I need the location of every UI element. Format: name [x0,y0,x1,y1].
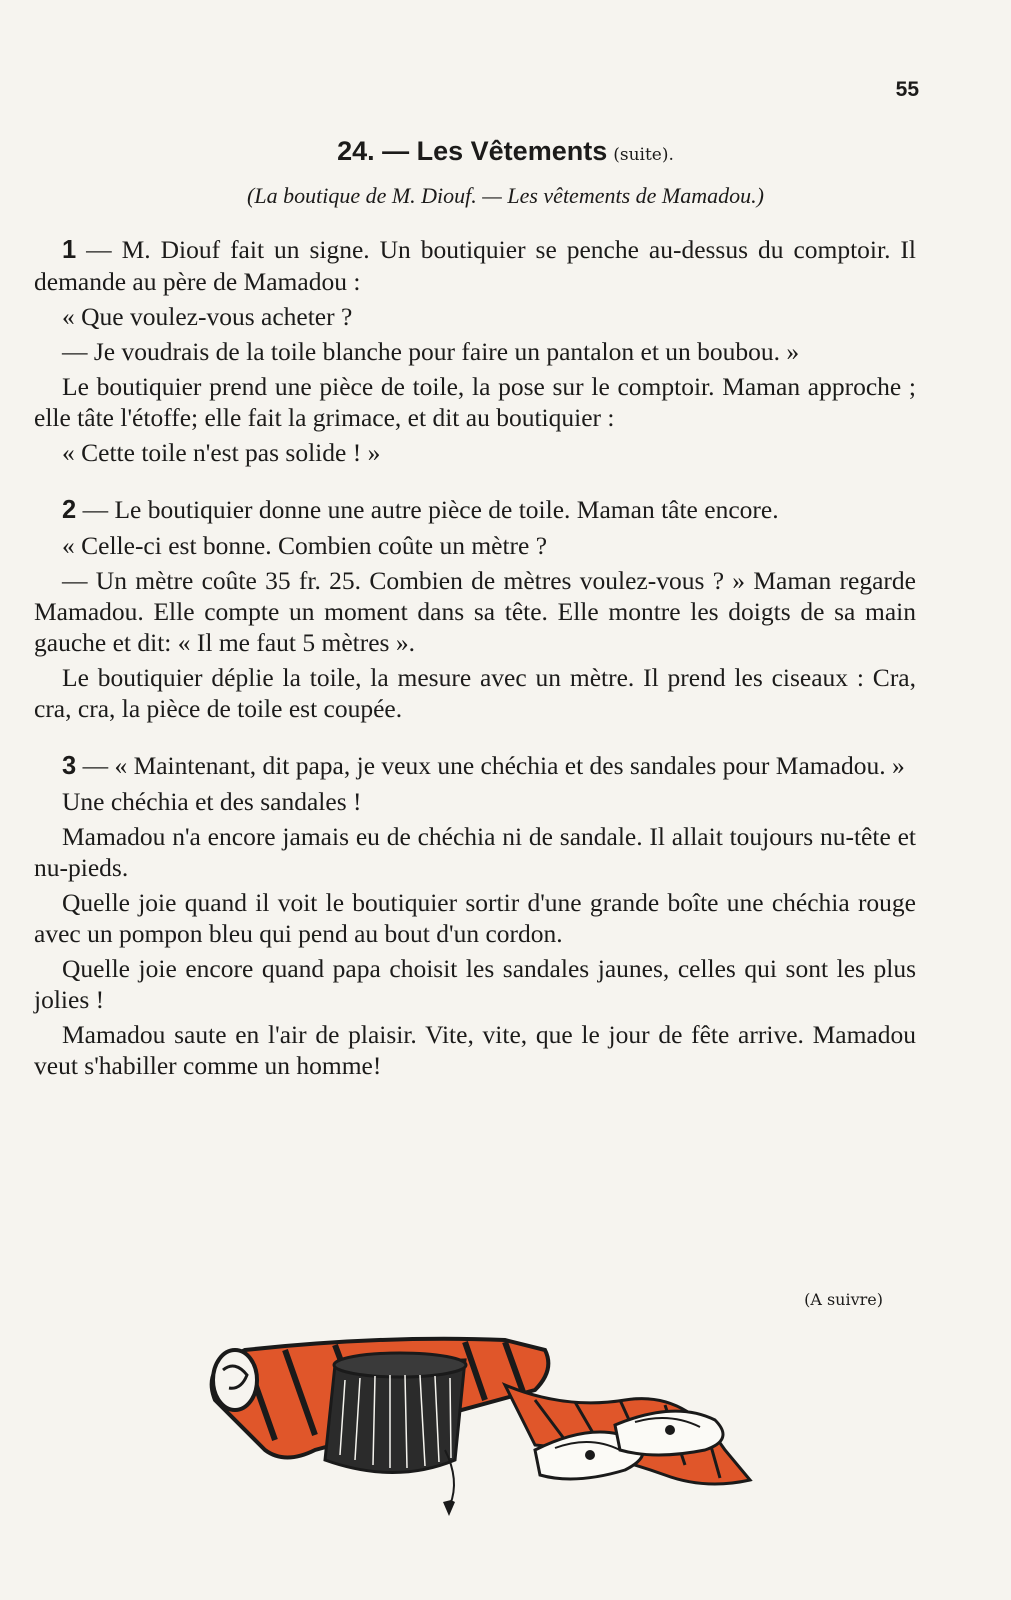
section-number: 3 [62,752,77,780]
paragraph: 2 — Le boutiquier donne une autre pièce de toile. Maman tâte encore. [62,495,779,524]
paragraph: 1 — M. Diouf fait un signe. Un boutiquier se penche au-dessus du comptoir. Il demande au père de Mamadou : [34,235,917,296]
paragraph: Mamadou saute en l'air de plaisir. Vite, vite, que le jour de fête arrive. Mamadou veut s'habiller comme un homme! [34,1020,916,1080]
paragraph: Le boutiquier prend une pièce de toile, la pose sur le comptoir. Maman approche ; elle tâte l'étoffe; elle fait la grimace, et dit au boutiquier : [34,372,916,432]
paragraph: « Cette toile n'est pas solide ! » [62,438,381,467]
lesson-text [34,234,916,1085]
lesson-title [0,136,1011,167]
section-number: 1 [62,236,77,264]
paragraph: Quelle joie quand il voit le boutiquier sortir d'une grande boîte une chéchia rouge avec un pompon bleu qui pend au bout d'un cordon. [34,888,916,948]
paragraph: 3 — « Maintenant, dit papa, je veux une chéchia et des sandales pour Mamadou. » [62,751,905,780]
lesson-subtitle: (La boutique de M. Diouf. — Les vêtements de Mamadou.) [247,183,764,208]
paragraph: Quelle joie encore quand papa choisit les sandales jaunes, celles qui sont les plus jolies ! [34,954,916,1014]
lesson-title-suite: (suite). [613,145,674,165]
chechia-hat [325,1353,466,1516]
paragraph: Le boutiquier déplie la toile, la mesure avec un mètre. Il prend les ciseaux : Cra, cra, cra, la pièce de toile est coupée. [34,663,916,723]
paragraph: Mamadou n'a encore jamais eu de chéchia ni de sandale. Il allait toujours nu-tête et nu-pieds. [34,822,916,882]
page-number: 55 [895,78,919,101]
paragraph: — Je voudrais de la toile blanche pour faire un pantalon et un boubou. » [62,337,800,366]
paragraph: « Celle-ci est bonne. Combien coûte un mètre ? [62,531,548,560]
a-suivre-note: (A suivre) [804,1290,883,1309]
paragraph: Une chéchia et des sandales ! [62,787,362,816]
fabric-chechia-sandals-illustration-icon [205,1330,765,1520]
lesson-title-text: 24. — Les Vêtements [337,136,608,166]
paragraph: « Que voulez-vous acheter ? [62,302,353,331]
section-number: 2 [62,496,77,524]
paragraph: — Un mètre coûte 35 fr. 25. Combien de mètres voulez-vous ? » Maman regarde Mamadou. Elle compte un moment dans sa tête. Elle montre les doigts de sa main gauche et dit: « Il me faut 5 mètres ». [34,566,916,657]
